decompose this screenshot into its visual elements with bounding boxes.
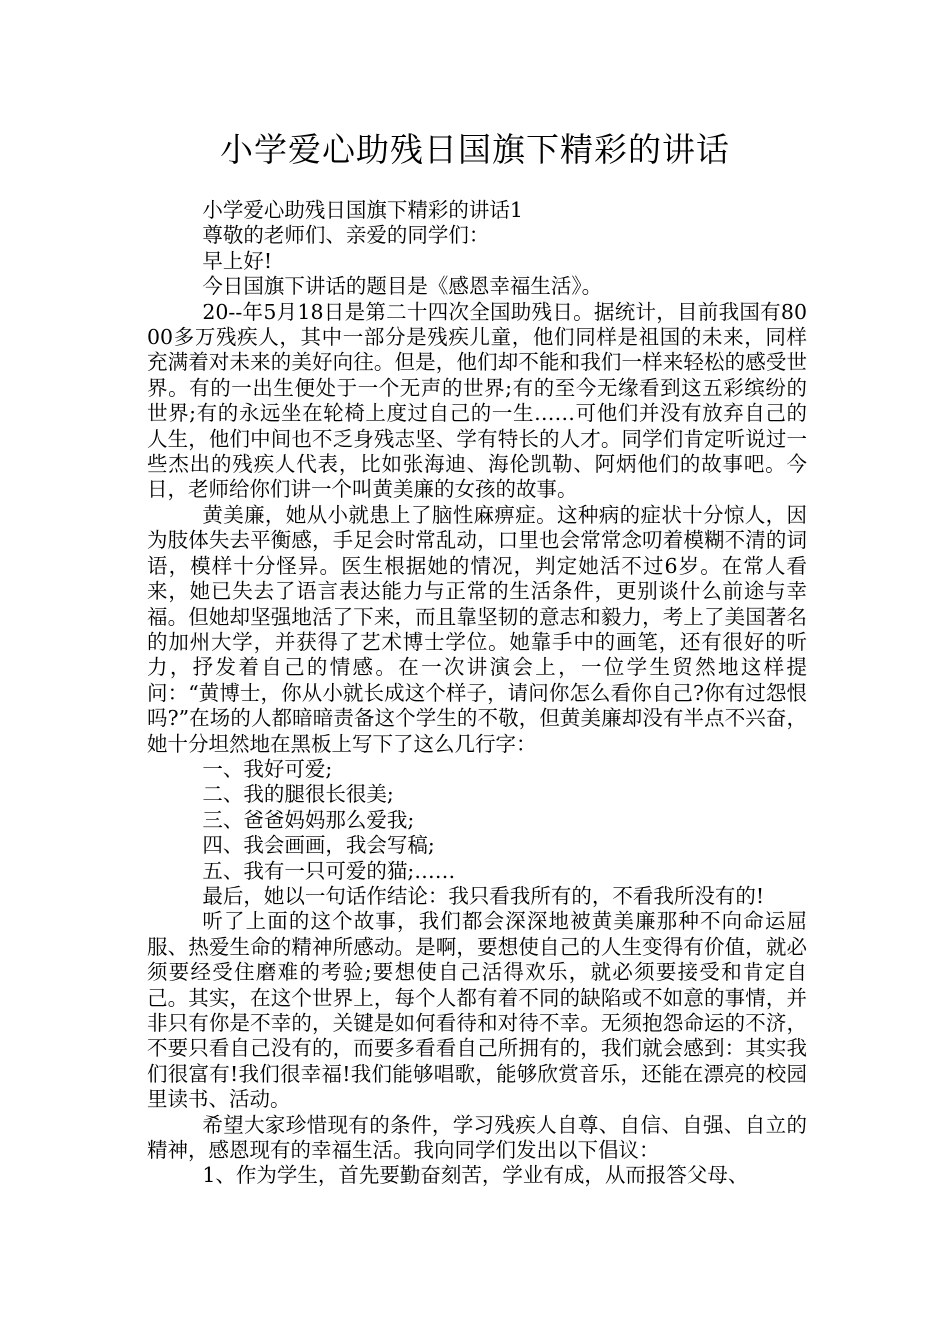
list-item: 一、我好可爱; <box>202 756 333 781</box>
paragraph-salutation: 尊敬的老师们、亲爱的同学们： <box>202 223 490 248</box>
paragraph-greeting: 早上好! <box>202 248 273 273</box>
paragraph-body: 1、作为学生，首先要勤奋刻苦，学业有成，从而报答父母、 <box>202 1163 749 1188</box>
list-item: 三、爸爸妈妈那么爱我; <box>202 807 415 832</box>
paragraph-body: 听了上面的这个故事，我们都会深深地被黄美廉那种不向命运屈服、热爱生命的精神所感动。是啊，要想使自己的人生变得有价值，就必须要经受住磨难的考验;要想使自己活得欢乐，就必须要接受和肯定自己。其实，在这个世界上，每个人都有着不同的缺陷或不如意的事情，并非只有你是不幸的，关键是如何看待和对待不幸。无须抱怨命运的不济，不要只看自己没有的，而要多看看自己所拥有的，我们就会感到：其实我们很富有!我们很幸福!我们能够唱歌，能够欣赏音乐，还能在漂亮的校园里读书、活动。 <box>147 909 807 1112</box>
paragraph-body: 20--年5月18日是第二十四次全国助残日。据统计，目前我国有8000多万残疾人，其中一部分是残疾儿童，他们同样是祖国的未来，同样充满着对未来的美好向往。但是，他们却不能和我们一样来轻松的感受世界。有的一出生便处于一个无声的世界;有的至今无缘看到这五彩缤纷的世界;有的永远坐在轮椅上度过自己的一生……可他们并没有放弃自己的人生，他们中间也不乏身残志坚、学有特长的人才。同学们肯定听说过一些杰出的残疾人代表，比如张海迪、海伦凯勒、阿炳他们的故事吧。今日，老师给你们讲一个叫黄美廉的女孩的故事。 <box>147 299 807 502</box>
list-item: 五、我有一只可爱的猫;…… <box>202 858 456 883</box>
list-item: 四、我会画画，我会写稿; <box>202 833 435 858</box>
list-item: 二、我的腿很长很美; <box>202 782 394 807</box>
paragraph-body: 黄美廉，她从小就患上了脑性麻痹症。这种病的症状十分惊人，因为肢体失去平衡感，手足会时常乱动，口里也会常常念叨着模糊不清的词语，模样十分怪异。医生根据她的情况，判定她活不过6岁。在常人看来，她已失去了语言表达能力与正常的生活条件，更别谈什么前途与幸福。但她却坚强地活了下来，而且靠坚韧的意志和毅力，考上了美国著名的加州大学，并获得了艺术博士学位。她靠手中的画笔，还有很好的听力，抒发着自己的情感。在一次讲演会上，一位学生贸然地这样提问：“黄博士，你从小就长成这个样子，请问你怎么看你自己?你有过怨恨吗?”在场的人都暗暗责备这个学生的不敬，但黄美廉却没有半点不兴奋，她十分坦然地在黑板上写下了这么几行字： <box>147 502 807 756</box>
document-body <box>147 198 807 1189</box>
paragraph-topic: 今日国旗下讲话的题目是《感恩幸福生活》。 <box>202 274 603 299</box>
paragraph-body: 希望大家珍惜现有的条件，学习残疾人自尊、自信、自强、自立的精神，感恩现有的幸福生活。我向同学们发出以下倡议： <box>147 1112 807 1163</box>
document-title: 小学爱心助残日国旗下精彩的讲话 <box>220 130 730 169</box>
paragraph-subtitle: 小学爱心助残日国旗下精彩的讲话1 <box>202 198 523 222</box>
paragraph-body: 最后，她以一句话作结论：我只看我所有的，不看我所没有的! <box>202 883 765 908</box>
